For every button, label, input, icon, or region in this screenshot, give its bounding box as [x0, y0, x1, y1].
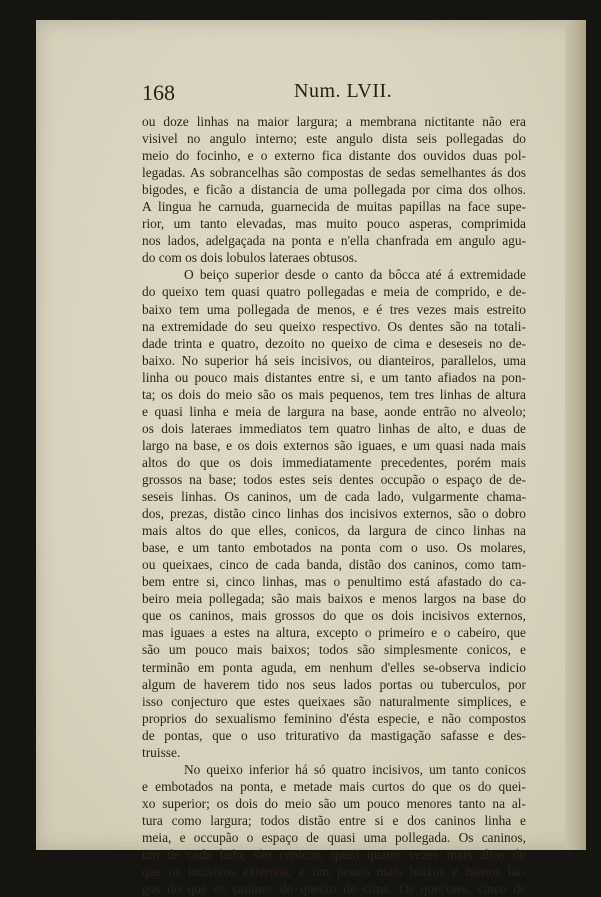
text-line: que os incisivos externos, e um pouco mais baixos e menos lar-	[142, 864, 526, 880]
text-line: de pontas, que o uso triturativo da mastigação safasse e des-	[142, 727, 526, 743]
text-line: são um pouco mais baixos; todos são simplesmente conicos, e	[142, 642, 526, 658]
running-head: Num. LVII.	[294, 80, 393, 102]
text-line: do queixo tem quasi quatro pollegadas e meia de comprido, e de-	[142, 284, 526, 300]
body-text	[142, 113, 526, 897]
text-line: terminão em ponta aguda, em nenhum d'elles se-observa indicio	[142, 659, 526, 675]
page-gutter	[565, 20, 586, 850]
text-line: ou doze linhas na maior largura; a membrana nictitante não era	[142, 114, 526, 129]
text-line: rior, um tanto elevadas, mas muito pouco asperas, comprimida	[142, 216, 526, 232]
text-line: dade trinta e quatro, dezoito no queixo de cima e deseseis no de-	[142, 335, 526, 351]
text-line: e quasi linha e meia de largura na base, aonde entrão no alveolo;	[142, 403, 526, 419]
text-line: os dois lateraes immediatos tem quatro linhas de alto, e duas de	[142, 420, 526, 436]
text-line: truisse.	[142, 744, 181, 760]
page-number: 168	[142, 80, 175, 105]
text-line: proprios do sexualismo feminino d'ésta especie, e não compostos	[142, 710, 526, 726]
text-line: gos do que os caninos do queixo de cima. Os queixaes, cinco de	[142, 881, 526, 897]
text-line: do com os dois lobulos lateraes obtusos.	[142, 250, 358, 266]
text-line: meio do focinho, e o externo fica distante dos ouvidos duas pol-	[142, 148, 526, 164]
text-line: ou queixaes, cinco de cada banda, distão dos caninos, como tam-	[142, 557, 526, 573]
text-line: base, e um tanto embotados na ponta com o uso. Os molares,	[142, 540, 526, 556]
text-line: mas iguaes a estes na altura, excepto o primeiro e o cabeiro, que	[142, 625, 526, 641]
text-line: bem entre si, cinco linhas, mas o penultimo está afastado do ca-	[142, 574, 526, 590]
text-line: bigodes, e ficão a distancia de uma pollegada por cima dos olhos.	[142, 182, 526, 198]
text-line: legadas. As sobrancelhas são compostas de sedas semelhantes ás dos	[142, 165, 526, 181]
text-line: que os caninos, mais grossos do que os dois incisivos externos,	[142, 608, 526, 624]
text-line: um de cada lado, são conicos, quasi quatro vezes mais altos do	[142, 847, 526, 863]
text-line: largo na base, e os dois externos são iguaes, e um quasi nada mais	[142, 437, 526, 453]
text-line: meia, e occupão o espaço de quasi uma pollegada. Os caninos,	[142, 829, 526, 845]
paragraph-start-line: No queixo inferior há só quatro incisivos, um tanto conicos	[184, 761, 526, 777]
text-line: baixo tem uma pollegada de menos, e é tres vezes mais estreito	[142, 301, 526, 317]
text-line: mais altos do que elles, conicos, da largura de cinco linhas na	[142, 523, 526, 539]
text-line: baixo. No superior há seis incisivos, ou dianteiros, parallelos, uma	[142, 352, 526, 368]
text-line: ta; os dois do meio são os mais pequenos, tem tres linhas de altura	[142, 386, 526, 402]
text-line: A lingua he carnuda, guarnecida de muitas papillas na face supe-	[142, 199, 526, 215]
text-line: e embotados na ponta, e metade mais curtos do que os do quei-	[142, 778, 526, 794]
paragraph-start-line: O beiço superior desde o canto da bôcca até á extremidade	[184, 267, 526, 283]
text-line: dos, prezas, distão cinco linhas dos incisivos externos, são o dobro	[142, 506, 526, 522]
text-line: beiro meia pollegada; são mais baixos e menos largos na base do	[142, 591, 526, 607]
page-header	[142, 80, 532, 110]
text-line: visivel no angulo interno; este angulo dista seis pollegadas do	[142, 131, 526, 147]
text-line: altos do que os dois immediatamente precedentes, porém mais	[142, 454, 526, 470]
text-line: tura como largura; todos distão entre si e dos caninos linha e	[142, 812, 526, 828]
text-line: xo superior; os dois do meio são um pouco menores tanto na al-	[142, 795, 526, 811]
text-line: seseis linhas. Os caninos, um de cada lado, vulgarmente chama-	[142, 489, 526, 505]
text-line: isso conjecturo que estes queixaes são naturalmente simplices, e	[142, 693, 526, 709]
text-line: nos lados, adelgaçada na ponta e n'ella chanfrada em angulo agu-	[142, 233, 526, 249]
text-line: linha ou pouco mais distantes entre si, e um tanto afiados na pon-	[142, 369, 526, 385]
text-line: algum de haverem tido nos seus lados portas ou tuberculos, por	[142, 676, 526, 692]
text-line: na extremidade do seu queixo respectivo. Os dentes são na totali-	[142, 318, 526, 334]
text-line: grossos na base; todos estes seis dentes occupão o espaço de de-	[142, 471, 526, 487]
